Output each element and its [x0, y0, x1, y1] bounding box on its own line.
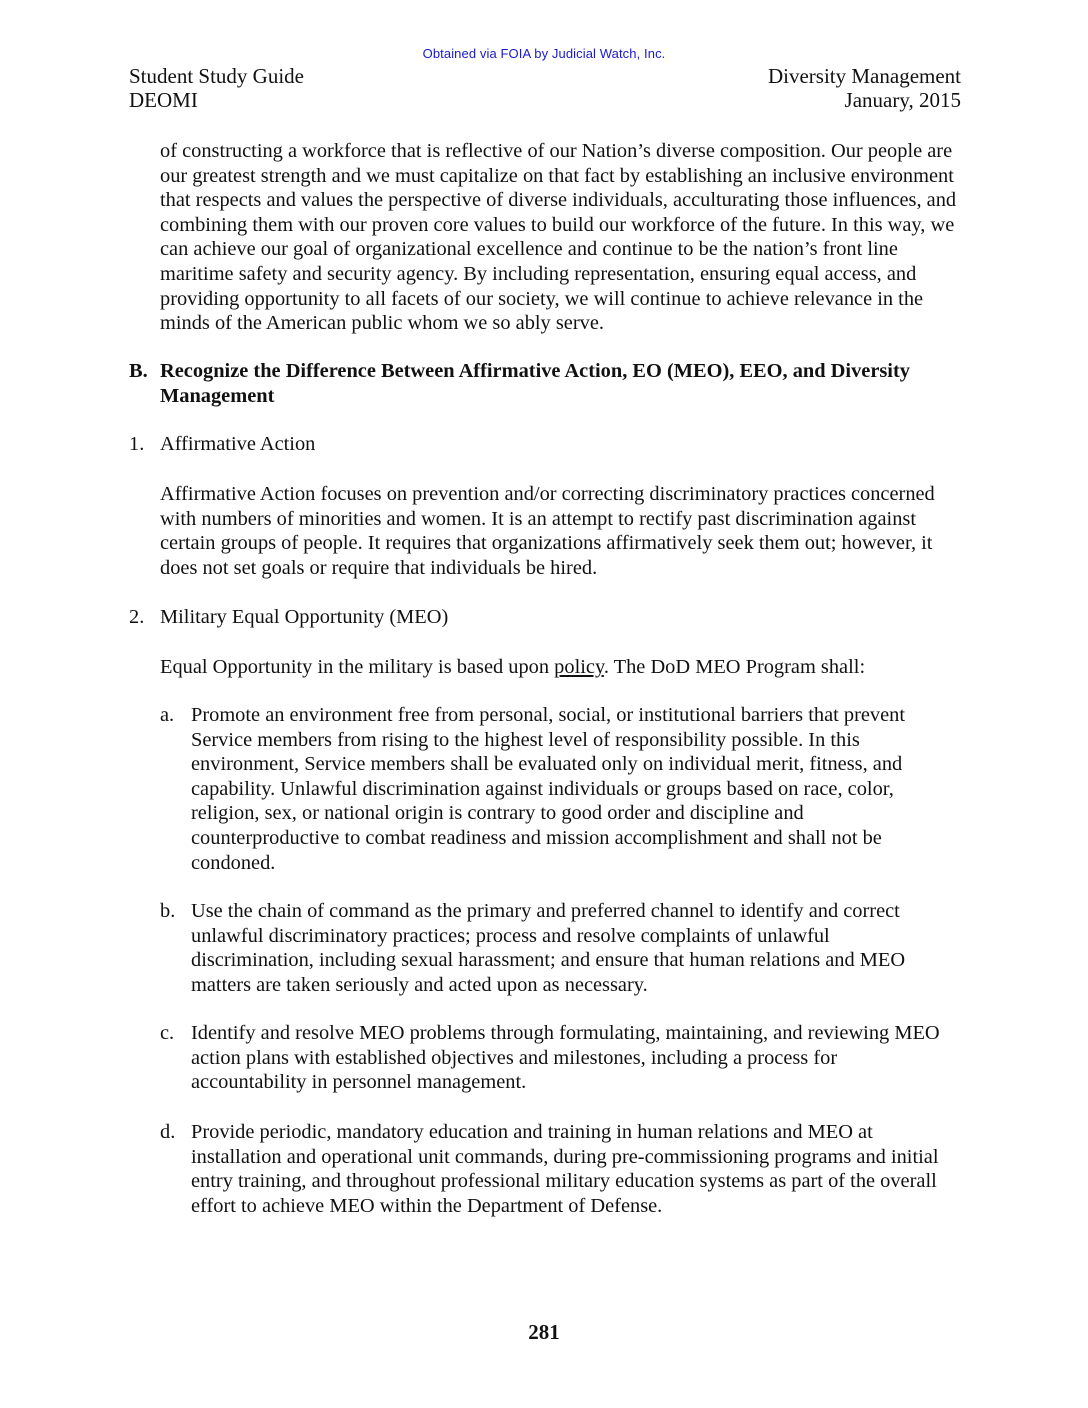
policy-underlined: policy [554, 656, 604, 678]
section-b-label: B. [129, 360, 148, 382]
subitem-a-label: a. [160, 704, 175, 726]
item-2-heading [129, 605, 448, 630]
item-2-intro-tail: . The DoD MEO Program shall: [603, 656, 866, 678]
section-b-heading [129, 359, 969, 408]
subitem-d-text: Provide periodic, mandatory education and training in human relations and MEO at installation and operational unit commands, during pre-commissioning programs and initial entry training, and throughout professional military education systems as part of the overall effort to achieve MEO within the Department of Defense. [191, 1121, 939, 1217]
header-left [129, 64, 304, 112]
subitem-d [160, 1120, 950, 1218]
subitem-b-text: Use the chain of command as the primary and preferred channel to identify and correct unlawful discriminatory practices; process and resolve complaints of unlawful discrimination, including sexual harassment; and ensure that human relations and MEO matters are taken seriously and acted upon as necessary. [191, 900, 906, 996]
subitem-c [160, 1021, 950, 1095]
subitem-c-label: c. [160, 1022, 175, 1044]
subitem-b [160, 899, 950, 997]
item-1-body: Affirmative Action focuses on prevention and/or correcting discriminatory practices concerned with numbers of minorities and women. It is an attempt to rectify past discrimination against certain groups of people. It requires that organizations affirmatively seek them out; however, it does not set goals or require that individuals be hired. [160, 483, 935, 579]
section-b-title: Recognize the Difference Between Affirmative Action, EO (MEO), EEO, and Diversity Management [160, 360, 910, 407]
foia-watermark: Obtained via FOIA by Judicial Watch, Inc. [422, 46, 666, 61]
item-2-intro [160, 655, 965, 680]
header-right [768, 64, 961, 112]
item-2-intro-text: Equal Opportunity in the military is based upon [160, 656, 555, 678]
item-2-title: Military Equal Opportunity (MEO) [160, 606, 449, 628]
header-date: January, 2015 [844, 88, 961, 112]
page-number: 281 [528, 1320, 560, 1344]
header-topic: Diversity Management [767, 64, 961, 88]
subitem-b-label: b. [160, 900, 176, 922]
subitem-a-text: Promote an environment free from personal, social, or institutional barriers that prevent Service members from rising to the highest level of responsibility possible. In this environment, Service members shall be evaluated only on individual merit, fitness, and capability. Unlawful discrimination against individuals or groups based on race, color, religion, sex, or national origin is contrary to good order and discipline and counterproductive to combat readiness and mission accomplishment and shall not be condoned. [191, 704, 906, 874]
header-guide-title: Student Study Guide [129, 64, 305, 88]
item-1-label: 1. [129, 433, 145, 455]
item-2-label: 2. [129, 606, 145, 628]
subitem-c-text: Identify and resolve MEO problems through formulating, maintaining, and reviewing MEO action plans with established objectives and milestones, including a process for accountability in personnel management. [191, 1022, 940, 1094]
header-org: DEOMI [129, 88, 198, 112]
item-1-heading [129, 432, 315, 457]
subitem-a [160, 703, 950, 875]
item-1-title: Affirmative Action [160, 433, 316, 455]
intro-paragraph: of constructing a workforce that is reflective of our Nation’s diverse composition. Our people are our greatest strength and we must capitalize on that fact by establishing an inclusive environment that respects and values the perspective of diverse individuals, acculturating those influences, and combining them with our proven core values to build our workforce of the future. In this way, we can achieve our goal of organizational excellence and continue to be the nation’s front line maritime safety and security agency. By including representation, ensuring equal access, and providing opportunity to all facets of our society, we will continue to achieve relevance in the minds of the American public whom we so ably serve. [160, 140, 957, 335]
subitem-d-label: d. [160, 1121, 176, 1143]
